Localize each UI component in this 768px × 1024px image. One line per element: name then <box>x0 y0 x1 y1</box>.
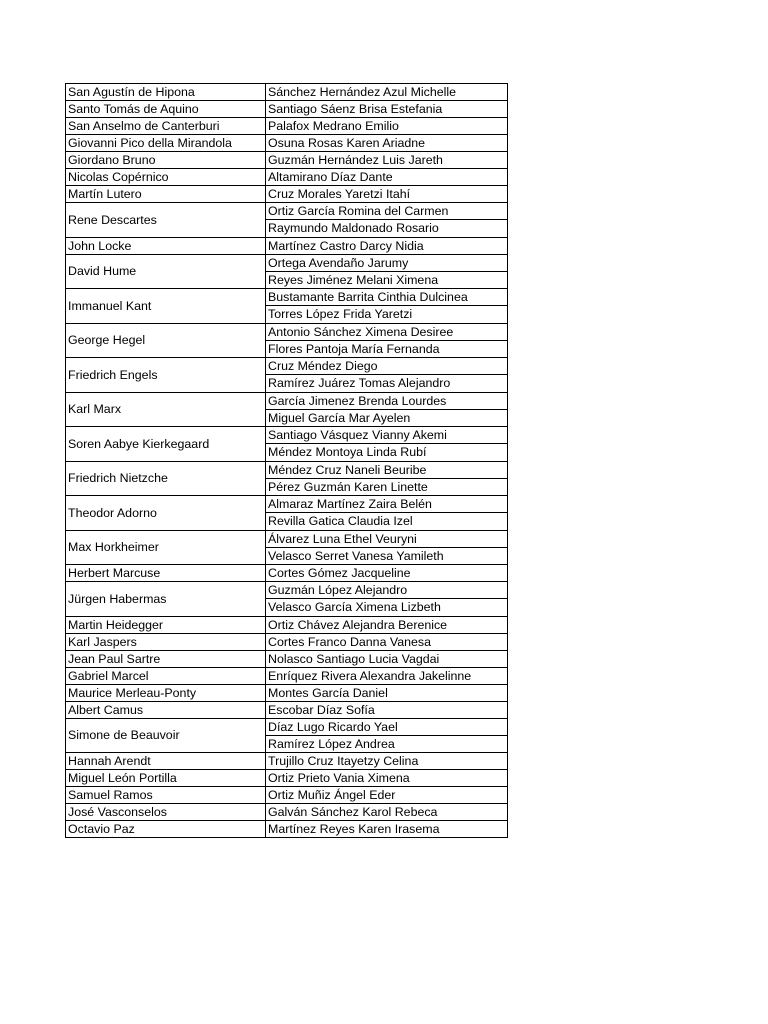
student-name: Ortiz Prieto Vania Ximena <box>268 771 410 785</box>
philosopher-cell: José Vasconselos <box>66 804 266 820</box>
student-name: Ortega Avendaño Jarumy <box>268 255 409 270</box>
student-name: Galván Sánchez Karol Rebeca <box>268 805 438 819</box>
students-cell <box>266 685 507 701</box>
student-name: Almaraz Martínez Zaira Belén <box>268 497 432 511</box>
student-name: Flores Pantoja María Fernanda <box>266 340 507 358</box>
philosopher-cell: San Anselmo de Canterburi <box>66 118 266 134</box>
table-row <box>66 393 507 428</box>
student-name: Montes García Daniel <box>268 685 388 700</box>
table-row <box>66 152 507 169</box>
table-row <box>66 582 507 617</box>
student-name: Cortes Franco Danna Vanesa <box>268 634 432 649</box>
students-cell <box>266 169 507 185</box>
students-cell <box>266 358 507 392</box>
student-name: García Jimenez Brenda Lourdes <box>268 393 447 408</box>
student-name: Ortiz Muñiz Ángel Eder <box>268 788 396 802</box>
student-name: Enríquez Rivera Alexandra Jakelinne <box>268 668 472 683</box>
philosopher-cell: Martín Lutero <box>66 186 266 202</box>
student-name: Velasco García Ximena Lizbeth <box>266 598 507 616</box>
philosopher-cell: John Locke <box>66 238 266 254</box>
table-row <box>66 462 507 497</box>
student-name: Méndez Cruz Naneli Beuribe <box>268 462 427 477</box>
philosopher-cell: Jean Paul Sartre <box>66 651 266 667</box>
table-row <box>66 101 507 118</box>
student-name: Méndez Montoya Linda Rubí <box>266 443 507 461</box>
student-name: Santiago Vásquez Vianny Akemi <box>268 428 447 442</box>
table-row <box>66 753 507 770</box>
philosopher-cell: Karl Jaspers <box>66 634 266 650</box>
table-row <box>66 238 507 255</box>
student-name: Revilla Gatica Claudia Izel <box>266 512 507 530</box>
students-cell <box>266 289 507 323</box>
table-row <box>66 135 507 152</box>
table-row <box>66 617 507 634</box>
student-name: Cruz Méndez Diego <box>268 359 378 373</box>
students-cell <box>266 617 507 633</box>
students-cell <box>266 186 507 202</box>
philosopher-cell: Soren Aabye Kierkegaard <box>66 427 266 461</box>
student-name: Antonio Sánchez Ximena Desiree <box>268 324 454 339</box>
students-cell <box>266 496 507 530</box>
student-name: Martínez Reyes Karen Irasema <box>268 822 440 836</box>
students-cell <box>266 719 507 753</box>
students-cell <box>266 787 507 803</box>
table-row <box>66 118 507 135</box>
student-name: Bustamante Barrita Cinthia Dulcinea <box>268 290 468 304</box>
table-row <box>66 427 507 462</box>
students-cell <box>266 135 507 151</box>
students-cell <box>266 118 507 134</box>
philosopher-cell: Martin Heidegger <box>66 617 266 633</box>
students-cell <box>266 152 507 168</box>
student-name: Osuna Rosas Karen Ariadne <box>268 136 426 150</box>
philosopher-cell: Miguel León Portilla <box>66 770 266 786</box>
philosopher-cell: Karl Marx <box>66 393 266 427</box>
students-cell <box>266 753 507 769</box>
philosopher-cell: Max Horkheimer <box>66 531 266 565</box>
assignment-table <box>65 83 508 838</box>
students-cell <box>266 565 507 581</box>
students-cell <box>266 582 507 616</box>
students-cell <box>266 238 507 254</box>
table-row <box>66 531 507 566</box>
students-cell <box>266 101 507 117</box>
students-cell <box>266 462 507 496</box>
student-name: Ramírez López Andrea <box>266 735 507 753</box>
table-row <box>66 496 507 531</box>
philosopher-cell: Rene Descartes <box>66 203 266 237</box>
philosopher-cell: Samuel Ramos <box>66 787 266 803</box>
student-name: Sánchez Hernández Azul Michelle <box>268 85 457 99</box>
table-row <box>66 84 507 101</box>
philosopher-cell: Giordano Bruno <box>66 152 266 168</box>
students-cell <box>266 531 507 565</box>
student-name: Pérez Guzmán Karen Linette <box>266 478 507 496</box>
philosopher-cell: Santo Tomás de Aquino <box>66 101 266 117</box>
table-row <box>66 804 507 821</box>
student-name: Reyes Jiménez Melani Ximena <box>266 271 507 289</box>
table-row <box>66 255 507 290</box>
philosopher-cell: Hannah Arendt <box>66 753 266 769</box>
table-row <box>66 719 507 754</box>
table-row <box>66 169 507 186</box>
table-row <box>66 787 507 804</box>
students-cell <box>266 255 507 289</box>
table-row <box>66 634 507 651</box>
student-name: Guzmán López Alejandro <box>268 583 408 597</box>
students-cell <box>266 84 507 100</box>
table-row <box>66 324 507 359</box>
student-name: Ortiz García Romina del Carmen <box>268 204 449 218</box>
student-name: Escobar Díaz Sofía <box>268 702 375 717</box>
philosopher-cell: Giovanni Pico della Mirandola <box>66 135 266 151</box>
philosopher-cell: Octavio Paz <box>66 821 266 837</box>
students-cell <box>266 651 507 667</box>
philosopher-cell: San Agustín de Hipona <box>66 84 266 100</box>
student-name: Trujillo Cruz Itayetzy Celina <box>268 754 419 768</box>
student-name: Velasco Serret Vanesa Yamileth <box>266 547 507 565</box>
students-cell <box>266 804 507 820</box>
students-cell <box>266 203 507 237</box>
students-cell <box>266 324 507 358</box>
table-row <box>66 186 507 203</box>
table-row <box>66 565 507 582</box>
philosopher-cell: Friedrich Engels <box>66 358 266 392</box>
philosopher-cell: Nicolas Copérnico <box>66 169 266 185</box>
student-name: Cruz Morales Yaretzi Itahí <box>268 187 411 201</box>
table-row <box>66 821 507 838</box>
table-row <box>66 668 507 685</box>
students-cell <box>266 668 507 684</box>
table-row <box>66 289 507 324</box>
philosopher-cell: Immanuel Kant <box>66 289 266 323</box>
table-row <box>66 770 507 787</box>
philosopher-cell: Theodor Adorno <box>66 496 266 530</box>
student-name: Martínez Castro Darcy Nidia <box>268 238 424 253</box>
philosopher-cell: Simone de Beauvoir <box>66 719 266 753</box>
student-name: Álvarez Luna Ethel Veuryni <box>268 531 417 546</box>
student-name: Palafox Medrano Emilio <box>268 119 399 133</box>
philosopher-cell: George Hegel <box>66 324 266 358</box>
table-row <box>66 685 507 702</box>
philosopher-cell: Albert Camus <box>66 702 266 718</box>
philosopher-cell: Maurice Merleau-Ponty <box>66 685 266 701</box>
student-name: Ramírez Juárez Tomas Alejandro <box>266 374 507 392</box>
student-name: Raymundo Maldonado Rosario <box>266 219 507 237</box>
philosopher-cell: Jürgen Habermas <box>66 582 266 616</box>
students-cell <box>266 634 507 650</box>
student-name: Santiago Sáenz Brisa Estefania <box>268 102 443 116</box>
student-name: Miguel García Mar Ayelen <box>266 409 507 427</box>
students-cell <box>266 770 507 786</box>
students-cell <box>266 393 507 427</box>
student-name: Ortiz Chávez Alejandra Berenice <box>268 617 448 632</box>
philosopher-cell: Herbert Marcuse <box>66 565 266 581</box>
student-name: Cortes Gómez Jacqueline <box>268 566 411 580</box>
philosopher-cell: David Hume <box>66 255 266 289</box>
students-cell <box>266 702 507 718</box>
student-name: Guzmán Hernández Luis Jareth <box>268 153 443 167</box>
student-name: Altamirano Díaz Dante <box>268 170 393 184</box>
student-name: Torres López Frida Yaretzi <box>266 305 507 323</box>
table-row <box>66 702 507 719</box>
table-row <box>66 358 507 393</box>
students-cell <box>266 427 507 461</box>
table-row <box>66 651 507 668</box>
student-name: Nolasco Santiago Lucia Vagdai <box>268 651 440 666</box>
philosopher-cell: Gabriel Marcel <box>66 668 266 684</box>
students-cell <box>266 821 507 837</box>
philosopher-cell: Friedrich Nietzche <box>66 462 266 496</box>
table-row <box>66 203 507 238</box>
student-name: Díaz Lugo Ricardo Yael <box>268 719 398 734</box>
